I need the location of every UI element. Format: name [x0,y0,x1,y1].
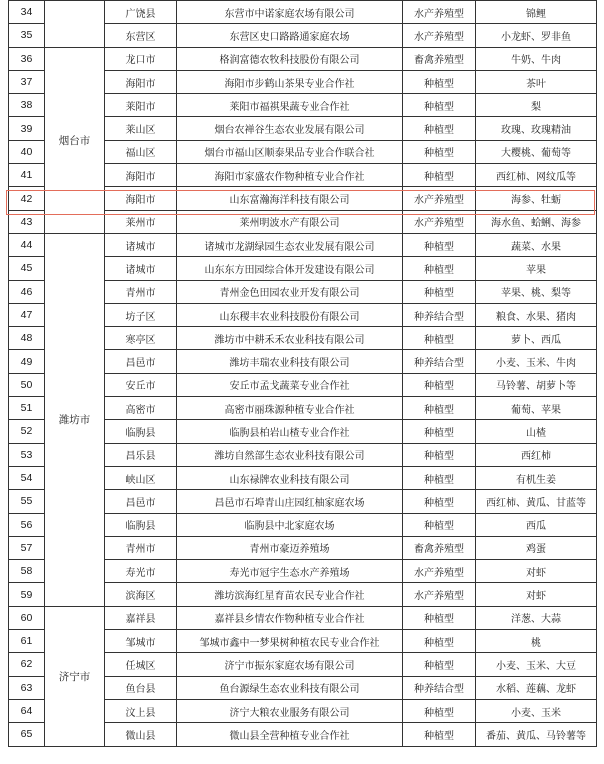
entity-name-cell: 嘉祥县乡情农作物种植专业合作社 [177,606,403,629]
product-cell: 对虾 [476,583,597,606]
row-number: 57 [9,536,45,559]
enterprise-table [8,0,597,747]
county-cell: 海阳市 [105,164,177,187]
product-cell: 西瓜 [476,513,597,536]
county-cell: 寒亭区 [105,327,177,350]
county-cell: 莱州市 [105,210,177,233]
type-cell: 种植型 [403,513,476,536]
row-number: 35 [9,24,45,47]
entity-name-cell: 微山县全营种植专业合作社 [177,723,403,746]
entity-name-cell: 山东富瀚海洋科技有限公司 [177,187,403,210]
county-cell: 汶上县 [105,699,177,722]
product-cell: 梨 [476,94,597,117]
entity-name-cell: 临朐县中北家庭农场 [177,513,403,536]
county-cell: 滨海区 [105,583,177,606]
type-cell: 种植型 [403,140,476,163]
entity-name-cell: 潍坊滨海红星育苗农民专业合作社 [177,583,403,606]
entity-name-cell: 昌邑市石埠青山庄园红柚家庭农场 [177,490,403,513]
type-cell: 种植型 [403,280,476,303]
product-cell: 大樱桃、葡萄等 [476,140,597,163]
type-cell: 种植型 [403,397,476,420]
product-cell: 蔬菜、水果 [476,233,597,256]
entity-name-cell: 东营市中诺家庭农场有限公司 [177,1,403,24]
row-number: 58 [9,560,45,583]
county-cell: 寿光市 [105,560,177,583]
product-cell: 有机生姜 [476,466,597,489]
type-cell: 水产养殖型 [403,187,476,210]
row-number: 51 [9,397,45,420]
product-cell: 萝卜、西瓜 [476,327,597,350]
county-cell: 昌邑市 [105,350,177,373]
county-cell: 青州市 [105,536,177,559]
county-cell: 坊子区 [105,303,177,326]
type-cell: 畜禽养殖型 [403,47,476,70]
entity-name-cell: 山东东方田园综合体开发建设有限公司 [177,257,403,280]
product-cell: 小麦、玉米、大豆 [476,653,597,676]
product-cell: 对虾 [476,560,597,583]
product-cell: 葡萄、苹果 [476,397,597,420]
table-row [9,47,597,70]
product-cell: 小麦、玉米 [476,699,597,722]
product-cell: 西红柿、网纹瓜等 [476,164,597,187]
product-cell: 锦鲤 [476,1,597,24]
entity-name-cell: 潍坊丰瑞农业科技有限公司 [177,350,403,373]
county-cell: 海阳市 [105,70,177,93]
type-cell: 水产养殖型 [403,24,476,47]
row-number: 50 [9,373,45,396]
entity-name-cell: 鱼台源绿生态农业科技有限公司 [177,676,403,699]
type-cell: 种植型 [403,373,476,396]
type-cell: 种植型 [403,653,476,676]
type-cell: 水产养殖型 [403,583,476,606]
county-cell: 任城区 [105,653,177,676]
entity-name-cell: 烟台市福山区顺泰果品专业合作联合社 [177,140,403,163]
table-row [9,606,597,629]
county-cell: 广饶县 [105,1,177,24]
entity-name-cell: 海阳市家盛农作物种植专业合作社 [177,164,403,187]
entity-name-cell: 潍坊市中耕禾禾农业科技有限公司 [177,327,403,350]
type-cell: 种植型 [403,70,476,93]
type-cell: 种植型 [403,630,476,653]
entity-name-cell: 烟台农禅谷生态农业发展有限公司 [177,117,403,140]
product-cell: 玫瑰、玫瑰精油 [476,117,597,140]
type-cell: 种植型 [403,606,476,629]
entity-name-cell: 山东稷丰农业科技股份有限公司 [177,303,403,326]
product-cell: 桃 [476,630,597,653]
product-cell: 小龙虾、罗非鱼 [476,24,597,47]
county-cell: 莱山区 [105,117,177,140]
entity-name-cell: 高密市丽珠源种植专业合作社 [177,397,403,420]
entity-name-cell: 青州金色田园农业开发有限公司 [177,280,403,303]
row-number: 59 [9,583,45,606]
table-row [9,1,597,24]
county-cell: 海阳市 [105,187,177,210]
row-number: 46 [9,280,45,303]
row-number: 64 [9,699,45,722]
entity-name-cell: 格润富德农牧科技股份有限公司 [177,47,403,70]
type-cell: 种植型 [403,466,476,489]
row-number: 47 [9,303,45,326]
row-number: 44 [9,233,45,256]
type-cell: 种植型 [403,94,476,117]
city-cell [45,1,105,48]
product-cell: 西红柿、黄瓜、甘蓝等 [476,490,597,513]
entity-name-cell: 海阳市步鹤山茶果专业合作社 [177,70,403,93]
row-number: 63 [9,676,45,699]
entity-name-cell: 潍坊自然部生态农业科技有限公司 [177,443,403,466]
type-cell: 种植型 [403,443,476,466]
county-cell: 青州市 [105,280,177,303]
product-cell: 茶叶 [476,70,597,93]
type-cell: 种植型 [403,490,476,513]
row-number: 39 [9,117,45,140]
product-cell: 海参、牡蛎 [476,187,597,210]
product-cell: 番茄、黄瓜、马铃薯等 [476,723,597,746]
type-cell: 种养结合型 [403,350,476,373]
entity-name-cell: 莱州明波水产有限公司 [177,210,403,233]
row-number: 45 [9,257,45,280]
type-cell: 种植型 [403,420,476,443]
type-cell: 种植型 [403,327,476,350]
row-number: 42 [9,187,45,210]
county-cell: 诸城市 [105,257,177,280]
county-cell: 临朐县 [105,513,177,536]
city-cell: 烟台市 [45,47,105,233]
type-cell: 水产养殖型 [403,1,476,24]
row-number: 43 [9,210,45,233]
product-cell: 小麦、玉米、牛肉 [476,350,597,373]
type-cell: 水产养殖型 [403,210,476,233]
row-number: 34 [9,1,45,24]
entity-name-cell: 邹城市鑫中一梦果树种植农民专业合作社 [177,630,403,653]
entity-name-cell: 莱阳市福祺果蔬专业合作社 [177,94,403,117]
county-cell: 昌乐县 [105,443,177,466]
row-number: 56 [9,513,45,536]
county-cell: 昌邑市 [105,490,177,513]
table-row [9,233,597,256]
county-cell: 微山县 [105,723,177,746]
type-cell: 种植型 [403,164,476,187]
county-cell: 安丘市 [105,373,177,396]
row-number: 41 [9,164,45,187]
row-number: 52 [9,420,45,443]
table-body [9,1,597,747]
entity-name-cell: 东营区史口路路通家庭农场 [177,24,403,47]
type-cell: 种植型 [403,699,476,722]
county-cell: 嘉祥县 [105,606,177,629]
type-cell: 种植型 [403,233,476,256]
row-number: 40 [9,140,45,163]
row-number: 37 [9,70,45,93]
type-cell: 水产养殖型 [403,560,476,583]
entity-name-cell: 诸城市龙湖绿园生态农业发展有限公司 [177,233,403,256]
row-number: 54 [9,466,45,489]
entity-name-cell: 临朐县柏岩山楂专业合作社 [177,420,403,443]
product-cell: 鸡蛋 [476,536,597,559]
county-cell: 邹城市 [105,630,177,653]
entity-name-cell: 山东禄牌农业科技有限公司 [177,466,403,489]
entity-name-cell: 寿光市冠宇生态水产养殖场 [177,560,403,583]
county-cell: 峡山区 [105,466,177,489]
type-cell: 种养结合型 [403,676,476,699]
product-cell: 山楂 [476,420,597,443]
entity-name-cell: 安丘市孟戈蔬菜专业合作社 [177,373,403,396]
type-cell: 种植型 [403,117,476,140]
product-cell: 牛奶、牛肉 [476,47,597,70]
county-cell: 东营区 [105,24,177,47]
entity-name-cell: 济宁大粮农业服务有限公司 [177,699,403,722]
product-cell: 粮食、水果、猪肉 [476,303,597,326]
row-number: 53 [9,443,45,466]
product-cell: 西红柿 [476,443,597,466]
row-number: 38 [9,94,45,117]
product-cell: 海水鱼、蛤蜊、海参 [476,210,597,233]
city-cell: 济宁市 [45,606,105,746]
entity-name-cell: 济宁市振东家庭农场有限公司 [177,653,403,676]
county-cell: 诸城市 [105,233,177,256]
county-cell: 龙口市 [105,47,177,70]
county-cell: 莱阳市 [105,94,177,117]
type-cell: 种植型 [403,257,476,280]
county-cell: 福山区 [105,140,177,163]
product-cell: 苹果、桃、梨等 [476,280,597,303]
row-number: 55 [9,490,45,513]
row-number: 48 [9,327,45,350]
row-number: 62 [9,653,45,676]
product-cell: 苹果 [476,257,597,280]
type-cell: 种养结合型 [403,303,476,326]
entity-name-cell: 青州市豪迈养殖场 [177,536,403,559]
row-number: 49 [9,350,45,373]
county-cell: 高密市 [105,397,177,420]
row-number: 65 [9,723,45,746]
type-cell: 畜禽养殖型 [403,536,476,559]
product-cell: 洋葱、大蒜 [476,606,597,629]
row-number: 61 [9,630,45,653]
city-cell: 潍坊市 [45,233,105,606]
type-cell: 种植型 [403,723,476,746]
row-number: 36 [9,47,45,70]
county-cell: 临朐县 [105,420,177,443]
county-cell: 鱼台县 [105,676,177,699]
product-cell: 马铃薯、胡萝卜等 [476,373,597,396]
row-number: 60 [9,606,45,629]
product-cell: 水稻、莲藕、龙虾 [476,676,597,699]
